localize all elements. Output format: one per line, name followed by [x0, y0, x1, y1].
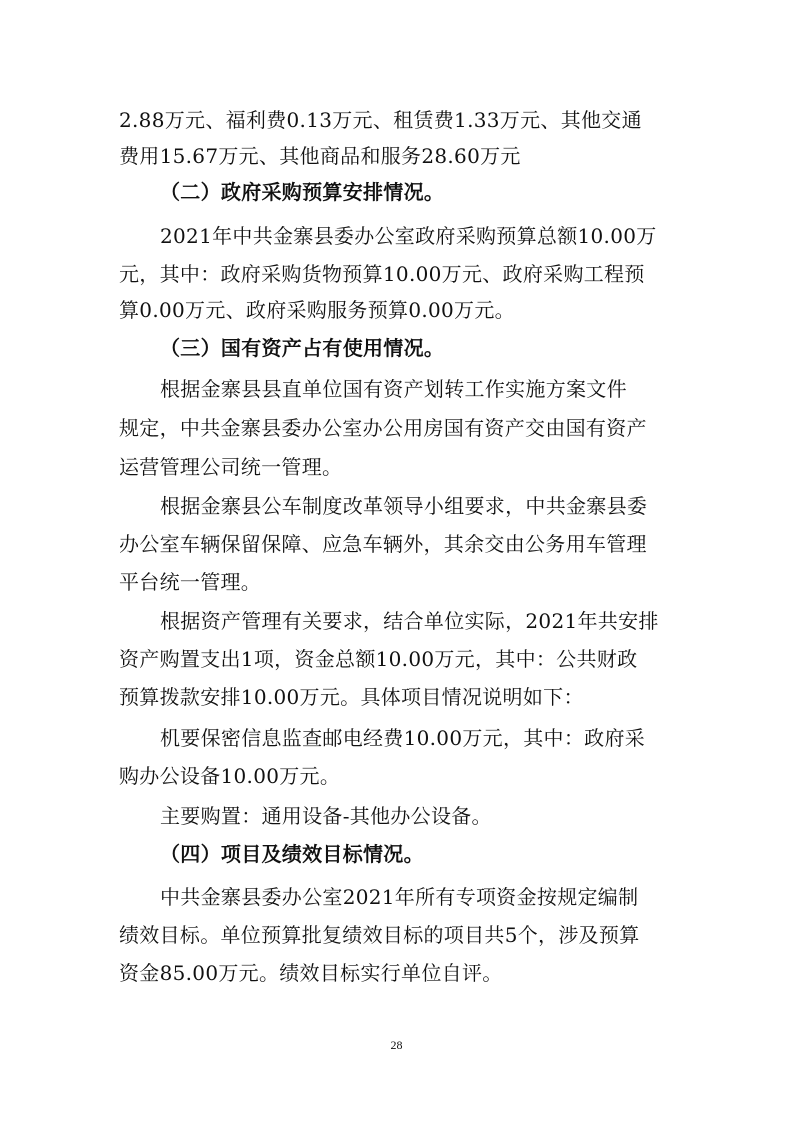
body-text-line: 根据金寨县公车制度改革领导小组要求，中共金寨县委	[160, 494, 648, 518]
page-number: 28	[390, 1038, 403, 1052]
body-text-line: 平台统一管理。	[119, 570, 262, 594]
section-heading-projects: （四）项目及绩效目标情况。	[160, 842, 424, 866]
body-text-line: 根据资产管理有关要求，结合单位实际，2021年共安排	[160, 609, 659, 633]
body-text-line: 资金85.00万元。绩效目标实行单位自评。	[119, 961, 503, 985]
body-text-line: 预算拨款安排10.00万元。具体项目情况说明如下：	[119, 685, 584, 709]
body-text-line: 运营管理公司统一管理。	[119, 455, 343, 479]
section-heading-assets: （三）国有资产占有使用情况。	[160, 336, 445, 360]
body-text-line: 费用15.67万元、其他商品和服务28.60万元	[119, 144, 521, 168]
body-text-line: 2.88万元、福利费0.13万元、租赁费1.33万元、其他交通	[119, 108, 642, 132]
body-text-line: 绩效目标。单位预算批复绩效目标的项目共5个，涉及预算	[119, 923, 640, 947]
body-text-line: 根据金寨县县直单位国有资产划转工作实施方案文件	[160, 377, 627, 401]
body-text-line: 购办公设备10.00万元。	[119, 764, 341, 788]
body-text-line: 2021年中共金寨县委办公室政府采购预算总额10.00万	[160, 224, 657, 248]
body-text-line: 办公室车辆保留保障、应急车辆外，其余交由公务用车管理	[119, 532, 647, 556]
body-text-line: 元，其中：政府采购货物预算10.00万元、政府采购工程预	[119, 262, 645, 286]
body-text-line: 算0.00万元、政府采购服务预算0.00万元。	[119, 298, 515, 322]
section-heading-procurement: （二）政府采购预算安排情况。	[160, 180, 445, 204]
body-text-line: 机要保密信息监查邮电经费10.00万元，其中：政府采	[160, 726, 646, 750]
body-text-line: 资产购置支出1项，资金总额10.00万元，其中：公共财政	[119, 647, 638, 671]
body-text-line: 中共金寨县委办公室2021年所有专项资金按规定编制	[160, 885, 639, 909]
body-text-line: 主要购置：通用设备-其他办公设备。	[160, 804, 492, 828]
body-text-line: 规定，中共金寨县委办公室办公用房国有资产交由国有资产	[119, 416, 647, 440]
